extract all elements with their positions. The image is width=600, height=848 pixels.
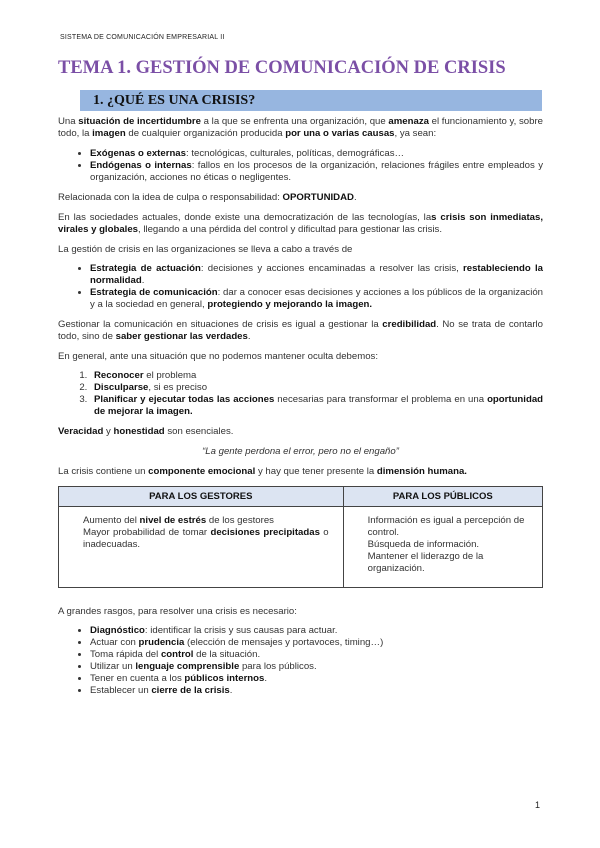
list-item: • Endógenas o internas: fallos en los procesos de la organización, relaciones frágiles entre empleados y organización, acciones no éticas o negligentes.: [90, 160, 543, 184]
paragraph-honesty: Veracidad y honestidad son esenciales.: [58, 426, 234, 437]
list-item: • Tener en cuenta a los públicos internos.: [90, 673, 543, 685]
paragraph-definition: Una situación de incertidumbre a la que se enfrenta una organización, que amenaza el funcionamiento y, sobre todo, la imagen de cualquier organización producida por una o varias causas, ya sean:: [58, 116, 543, 139]
needs-list: [58, 625, 543, 697]
list-item: • Diagnóstico: identificar la crisis y sus causas para actuar.: [90, 625, 543, 637]
list-item: 2. Disculparse, si es preciso: [90, 382, 543, 394]
list-item: • Establecer un cierre de la crisis.: [90, 685, 543, 697]
comparison-table: [58, 486, 543, 588]
paragraph-opportunity: Relacionada con la idea de culpa o responsabilidad: OPORTUNIDAD.: [58, 192, 357, 203]
page-title: TEMA 1. GESTIÓN DE COMUNICACIÓN DE CRISIS: [58, 58, 506, 78]
page-number: 1: [534, 800, 540, 810]
section-heading: 1. ¿QUÉ ES UNA CRISIS?: [93, 93, 256, 108]
paragraph-general: En general, ante una situación que no podemos mantener oculta debemos:: [58, 351, 379, 362]
list-item: • Actuar con prudencia (elección de mensajes y portavoces, timing…): [90, 637, 543, 649]
paragraph-technology: En las sociedades actuales, donde existe una democratización de las tecnologías, las crisis son inmediatas, virales y globales, llegando a una pérdida del control y dificultad para gestionar las crisis.: [58, 212, 543, 235]
table-header-row: [59, 487, 543, 507]
quote: “La gente perdona el error, pero no el engaño”: [202, 446, 399, 457]
table-header-publics: PARA LOS PÚBLICOS: [343, 487, 542, 507]
paragraph-credibility: Gestionar la comunicación en situaciones de crisis es igual a gestionar la credibilidad. No se trata de contarlo todo, sino de saber gestionar las verdades.: [58, 319, 543, 342]
table-header-managers: PARA LOS GESTORES: [59, 487, 344, 507]
list-item: • Toma rápida del control de la situación.: [90, 649, 543, 661]
list-item: • Exógenas o externas: tecnológicas, culturales, políticas, demográficas…: [90, 148, 543, 160]
causes-list: [58, 148, 543, 184]
paragraph-management: La gestión de crisis en las organizaciones se lleva a cabo a través de: [58, 244, 353, 255]
document-body: [58, 116, 543, 705]
list-item: 1. Reconocer el problema: [90, 370, 543, 382]
list-item: 3. Planificar y ejecutar todas las acciones necesarias para transformar el problema en una oportunidad de mejorar la imagen.: [90, 394, 543, 418]
list-item: • Estrategia de actuación: decisiones y acciones encaminadas a resolver las crisis, restableciendo la normalidad.: [90, 263, 543, 287]
list-item: • Estrategia de comunicación: dar a conocer esas decisiones y acciones a los públicos de la organización y a la sociedad en general, protegiendo y mejorando la imagen.: [90, 287, 543, 311]
strategies-list: [58, 263, 543, 311]
table-cell-publics: Información es igual a percepción de control. Búsqueda de información. Mantener el liderazgo de la organización.: [343, 507, 542, 588]
paragraph-summary: A grandes rasgos, para resolver una crisis es necesario:: [58, 606, 297, 617]
table-cell-managers: Aumento del nivel de estrés de los gestores Mayor probabilidad de tomar decisiones precipitadas o inadecuadas.: [59, 507, 344, 588]
table-row: [59, 507, 543, 588]
list-item: • Utilizar un lenguaje comprensible para los públicos.: [90, 661, 543, 673]
running-header: SISTEMA DE COMUNICACIÓN EMPRESARIAL II: [60, 34, 225, 41]
steps-list: [58, 370, 543, 418]
paragraph-emotional: La crisis contiene un componente emocional y hay que tener presente la dimensión humana.: [58, 466, 467, 477]
